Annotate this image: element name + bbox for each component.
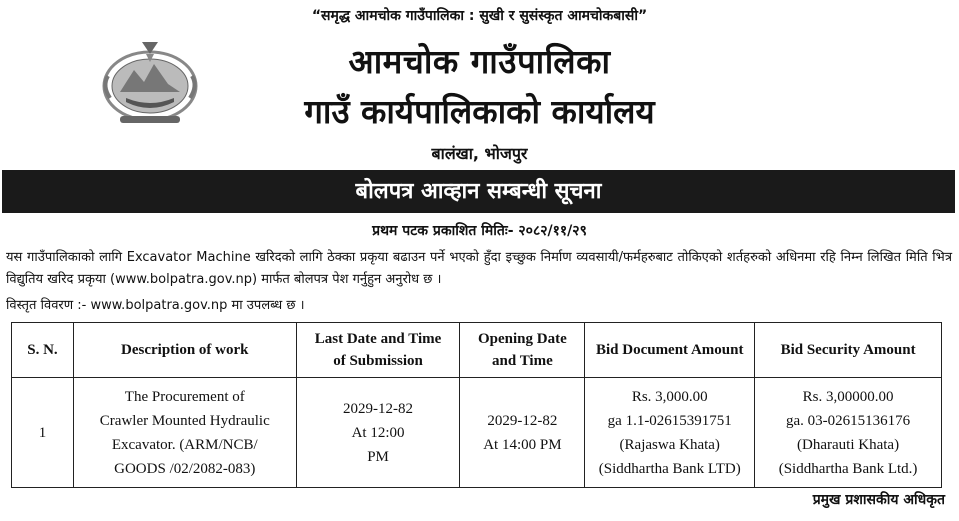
cell-opening-date: 2029-12-82 At 14:00 PM (460, 378, 585, 488)
signature-title: प्रमुख प्रशासकीय अधिकृत (812, 492, 945, 508)
header-sn: S. N. (12, 323, 74, 378)
table-row (12, 378, 942, 488)
cell-sn: 1 (12, 378, 74, 488)
cell-last-date: 2029-12-82 At 12:00 PM (296, 378, 460, 488)
slogan: “समृद्ध आमचोक गाउँपालिका : सुखी र सुसंस्कृत आमचोकबासी” (311, 8, 648, 24)
office-subtitle: गाउँ कार्यपालिकाको कार्यालय (304, 92, 655, 131)
header-opening-date: Opening Date and Time (460, 323, 585, 378)
publish-date: प्रथम पटक प्रकाशित मितिः- २०८२/११/२९ (372, 223, 587, 239)
header-security-amount: Bid Security Amount (755, 323, 942, 378)
header-last-date: Last Date and Time of Submission (296, 323, 460, 378)
bid-table (11, 322, 942, 488)
header-doc-amount: Bid Document Amount (585, 323, 755, 378)
cell-description: The Procurement of Crawler Mounted Hydraulic Excavator. (ARM/NCB/ GOODS /02/2082-083) (73, 378, 296, 488)
office-name: आमचोक गाउँपालिका (348, 42, 611, 81)
details-note: विस्तृत विवरण :- www.bolpatra.gov.np मा उपलब्ध छ । (6, 298, 305, 313)
notice-paragraph: यस गाउँपालिकाको लागि Excavator Machine खरिदको लागि ठेक्का प्रकृया बढाउन पर्ने भएको हुँदा इच्छुक निर्माण व्यवसायी/फर्महरुबाट तोकिएको शर्तहरुको अधिनमा रहि निम्न लिखित मिति भित्र विद्युतिय खरिद प्रकृया (www.bolpatra.gov.np) मार्फत बोलपत्र पेश गर्नुहुन अनुरोध छ । (6, 250, 952, 287)
notice-banner: बोलपत्र आव्हान सम्बन्धी सूचना (2, 170, 955, 213)
cell-doc-amount: Rs. 3,000.00 ga 1.1-02615391751 (Rajaswa Khata) (Siddhartha Bank LTD) (585, 378, 755, 488)
header-description: Description of work (73, 323, 296, 378)
table-header-row (12, 323, 942, 378)
office-address: बालंखा, भोजपुर (431, 144, 528, 163)
cell-security-amount: Rs. 3,00000.00 ga. 03-02615136176 (Dharauti Khata) (Siddhartha Bank Ltd.) (755, 378, 942, 488)
